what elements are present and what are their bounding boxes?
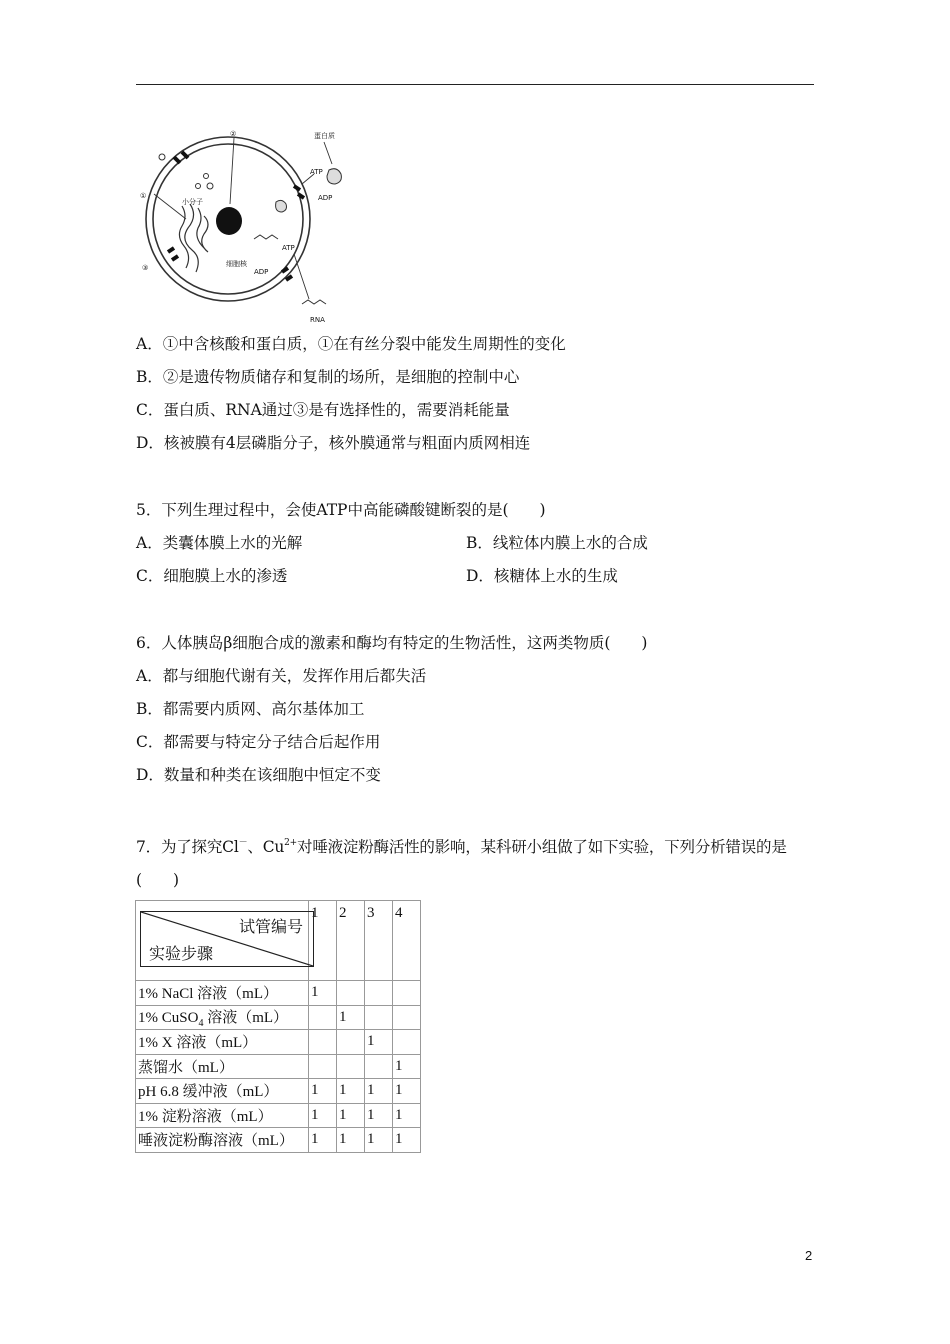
- table-cell: 1: [337, 1079, 365, 1104]
- table-cell: 1: [365, 1128, 393, 1153]
- column-header-1: 1: [309, 901, 337, 981]
- q6-option-c: C．都需要与特定分子结合后起作用: [136, 733, 381, 751]
- column-header-2: 2: [337, 901, 365, 981]
- experiment-table: [135, 900, 421, 1153]
- q4-option-b: B．②是遗传物质储存和复制的场所，是细胞的控制中心: [136, 368, 520, 386]
- row-label: [136, 1005, 309, 1030]
- q6-stem: 6．人体胰岛β细胞合成的激素和酶均有特定的生物活性，这两类物质( ): [136, 634, 648, 652]
- corner-box: [140, 911, 314, 967]
- table-cell: 1: [337, 1103, 365, 1128]
- label-adp-bottom: ADP: [254, 268, 269, 276]
- header-rule: [136, 84, 814, 85]
- table-cell: [393, 1005, 421, 1030]
- row-label: 蒸馏水（mL）: [136, 1054, 309, 1079]
- table-cell: 1: [309, 1128, 337, 1153]
- table-corner-cell: [136, 901, 309, 981]
- row-label: 1% X 溶液（mL）: [136, 1030, 309, 1055]
- q7-sup-charge2: 2+: [284, 838, 298, 848]
- table-cell: 1: [309, 1079, 337, 1104]
- row-label: 1% 淀粉溶液（mL）: [136, 1103, 309, 1128]
- table-row: [136, 1030, 421, 1055]
- table-cell: [309, 1054, 337, 1079]
- column-header-3: 3: [365, 901, 393, 981]
- row-label-part1: 1% CuSO: [138, 1009, 199, 1026]
- table-cell: [365, 1005, 393, 1030]
- table-cell: 1: [309, 981, 337, 1006]
- table-cell: [309, 1030, 337, 1055]
- row-label-subscript: 4: [198, 1017, 204, 1029]
- q5-option-d: D．核糖体上水的生成: [466, 567, 618, 585]
- label-atp-top: ATP: [310, 168, 323, 176]
- row-label: 1% NaCl 溶液（mL）: [136, 981, 309, 1006]
- q6-option-b: B．都需要内质网、高尔基体加工: [136, 700, 365, 718]
- column-header-4: 4: [393, 901, 421, 981]
- table-cell: [365, 1054, 393, 1079]
- table-cell: 1: [393, 1103, 421, 1128]
- q7-stem-part3: 对唾液淀粉酶活性的影响，某科研小组做了如下实验，下列分析错误的是: [297, 838, 787, 856]
- table-cell: 1: [337, 1005, 365, 1030]
- table-cell: [393, 1030, 421, 1055]
- table-cell: [309, 1005, 337, 1030]
- q5-option-b: B．线粒体内膜上水的合成: [466, 534, 648, 552]
- table-cell: 1: [393, 1054, 421, 1079]
- q4-option-d: D．核被膜有4层磷脂分子，核外膜通常与粗面内质网相连: [136, 434, 531, 452]
- q6-option-d: D．数量和种类在该细胞中恒定不变: [136, 766, 381, 784]
- q5-option-c: C．细胞膜上水的渗透: [136, 567, 288, 585]
- table-cell: 1: [393, 1128, 421, 1153]
- table-cell: [365, 981, 393, 1006]
- table-cell: 1: [393, 1079, 421, 1104]
- q7-answer-paren: ( ): [136, 871, 180, 889]
- label-adp-top: ADP: [318, 194, 333, 202]
- label-rna: RNA: [310, 316, 325, 324]
- label-small-molecule: 小分子: [182, 198, 203, 206]
- table-row: [136, 981, 421, 1006]
- table-row: [136, 1079, 421, 1104]
- row-label-part2: 溶液（mL）: [203, 1009, 289, 1026]
- q7-sup-charge1: －: [238, 838, 248, 848]
- label-circle-1: ①: [140, 192, 147, 200]
- corner-step-label: 实验步骤: [149, 944, 214, 963]
- q7-stem-part1: 7．为了探究Cl: [136, 838, 239, 856]
- table-cell: 1: [365, 1030, 393, 1055]
- nucleolus-shape: [216, 207, 242, 235]
- page-number: 2: [805, 1248, 813, 1263]
- label-atp-bottom: ATP: [282, 244, 295, 252]
- table-cell: [337, 1054, 365, 1079]
- table-cell: 1: [365, 1103, 393, 1128]
- table-cell: 1: [365, 1079, 393, 1104]
- table-row: [136, 1054, 421, 1079]
- q5-stem: 5．下列生理过程中，会使ATP中高能磷酸键断裂的是( ): [136, 501, 546, 519]
- table-row: [136, 1103, 421, 1128]
- nucleus-diagram: [134, 124, 374, 324]
- q4-option-a: A．①中含核酸和蛋白质，①在有丝分裂中能发生周期性的变化: [136, 335, 566, 353]
- table-cell: 1: [337, 1128, 365, 1153]
- label-circle-2: ②: [230, 130, 237, 138]
- label-circle-3: ③: [142, 264, 149, 272]
- q7-stem-part2: 、Cu: [247, 838, 285, 856]
- table-cell: 1: [309, 1103, 337, 1128]
- corner-tube-number-label: 试管编号: [238, 917, 303, 936]
- table-cell: [393, 981, 421, 1006]
- table-header-row: [136, 901, 421, 981]
- q4-option-c: C．蛋白质、RNA通过③是有选择性的，需要消耗能量: [136, 401, 510, 419]
- table-row: [136, 1005, 421, 1030]
- table-row: [136, 1128, 421, 1153]
- q7-stem: [136, 833, 787, 857]
- label-nucleus: 细胞核: [226, 260, 247, 268]
- table-cell: [337, 1030, 365, 1055]
- q5-option-a: A．类囊体膜上水的光解: [136, 534, 303, 552]
- table-cell: [337, 981, 365, 1006]
- label-protein: 蛋白质: [314, 132, 335, 140]
- q6-option-a: A．都与细胞代谢有关，发挥作用后都失活: [136, 667, 427, 685]
- row-label: pH 6.8 缓冲液（mL）: [136, 1079, 309, 1104]
- row-label: 唾液淀粉酶溶液（mL）: [136, 1128, 309, 1153]
